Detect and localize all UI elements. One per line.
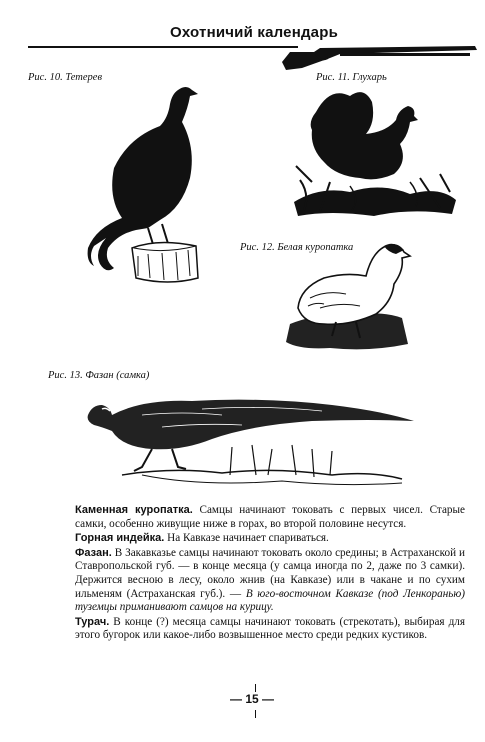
paragraph <box>75 616 465 643</box>
header-rule <box>28 46 298 48</box>
paragraph-text: Самцы начинают токовать с первых чисел. Старые самки, особенно живущие ниже в горах, во второй половине несутся. <box>75 504 465 530</box>
paragraph-text: В Закавказье самцы начинают токовать около средины; в Астраханской и Ставропольской губ. — в конце месяца (у самца иногда по 2, даже по 3 самки). Держится весною в лесу, около жнив (на Кавказе) или в чакане и по сухим ильменям (Астраханская губ.). — <box>75 546 465 600</box>
rifle-icon <box>280 38 480 72</box>
page-header <box>0 18 485 58</box>
page-number-tick-bottom <box>255 710 256 718</box>
paragraph-term: Каменная куропатка. <box>75 504 193 516</box>
ptarmigan-illustration <box>280 232 415 352</box>
paragraph <box>75 532 465 546</box>
paragraph-italic-text: В юго-восточном Кавказе (под Ленкоранью) туземцы приманивают самцов на курицу. <box>75 587 466 614</box>
paragraph-text: На Кавказе начинает спариваться. <box>164 532 329 545</box>
page-number: — 15 — <box>230 692 275 706</box>
paragraph <box>75 547 465 615</box>
body-text <box>75 504 465 644</box>
paragraph-text: В конце (?) месяца самцы начинают токовать (стрекотать), выбирая для этого бугорок или какое-либо возвышенное место среди редких кустиков. <box>75 615 465 642</box>
paragraph <box>75 504 465 531</box>
figure-caption: Рис. 10. Тетерев <box>28 72 103 83</box>
paragraph-term: Горная индейка. <box>75 532 165 545</box>
pheasant-illustration <box>82 375 417 495</box>
figure-caption: Рис. 13. Фазан (самка) <box>48 370 150 381</box>
page-number-tick-top <box>255 684 256 692</box>
black-grouse-illustration <box>78 78 208 288</box>
paragraph-term: Турач. <box>75 615 110 628</box>
paragraph-term: Фазан. <box>75 546 112 559</box>
running-title: Охотничий календарь <box>170 24 339 41</box>
figure-caption: Рис. 12. Белая куропатка <box>240 242 354 253</box>
figure-caption: Рис. 11. Глухарь <box>316 72 387 83</box>
capercaillie-illustration <box>290 82 460 222</box>
